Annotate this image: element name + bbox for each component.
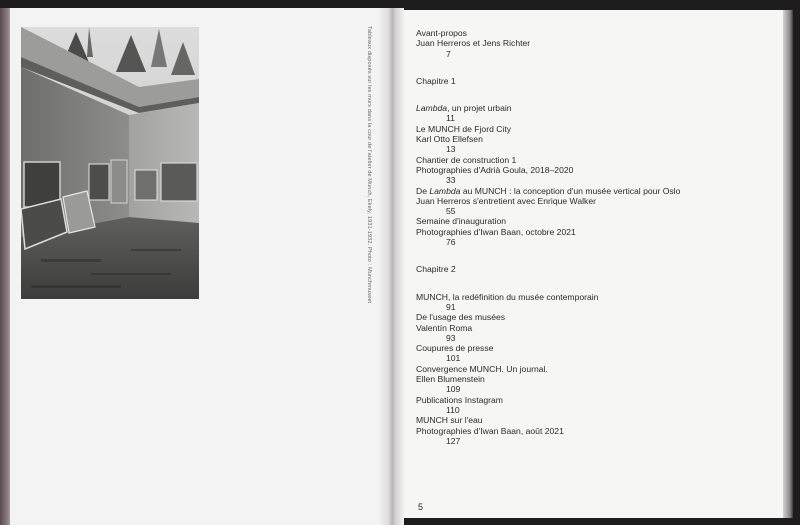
toc-title: Coupures de presse [416, 343, 494, 354]
toc-title: Avant-propos [416, 28, 467, 38]
chapter-heading: Chapitre 1 [416, 75, 456, 86]
toc-title: MUNCH, la redéfinition du musée contemporain [416, 291, 599, 302]
book-edge-right [783, 10, 793, 518]
toc-page-number: 55 [446, 206, 456, 217]
toc-title-pre: De [416, 185, 430, 196]
toc-title [416, 186, 680, 196]
toc-title: Semaine d'inauguration [416, 216, 507, 227]
toc-page-number: 13 [446, 144, 456, 155]
toc-title: MUNCH sur l'eau [416, 415, 483, 426]
toc-page-number: 33 [446, 175, 456, 186]
chapter-heading: Chapitre 2 [416, 264, 456, 275]
toc-title: De l'usage des musées [416, 312, 506, 323]
toc-page-number: 127 [446, 435, 461, 446]
toc-author: Photographies d'Iwan Baan, août 2021 [416, 425, 564, 436]
toc-page-number: 91 [446, 301, 456, 312]
gallery-photo-image [21, 27, 199, 299]
toc-title: Le MUNCH de Fjord City [416, 123, 512, 134]
gallery-photo [21, 27, 199, 299]
toc-author: Karl Otto Ellefsen [416, 134, 483, 145]
toc-page-number: 11 [446, 113, 455, 124]
book-gutter [378, 8, 404, 525]
toc-page-number: 93 [446, 332, 456, 343]
toc-title: Convergence MUNCH. Un journal. [416, 363, 548, 374]
toc-page-number: 110 [446, 404, 460, 415]
toc-title-rest: , un projet urbain [447, 103, 512, 114]
toc-author: Photographies d'Iwan Baan, octobre 2021 [416, 226, 576, 237]
toc-page-number: 109 [446, 384, 461, 395]
photo-caption: Tableaux disposés sur les murs dans la cour de l'atelier de Munch, Ekely, 1931-1932. Photo : Munchmuseet [366, 26, 372, 304]
table-of-contents [416, 28, 680, 446]
toc-author: Juan Herreros et Jens Richter [416, 38, 531, 49]
toc-author: Juan Herreros s'entretient avec Enrique Walker [416, 195, 596, 206]
toc-title-italic: Lambda [429, 185, 461, 196]
toc-title: Publications Instagram [416, 394, 503, 405]
toc-title-italic: Lambda [416, 103, 448, 114]
toc-title-rest: au MUNCH : la conception d'un musée vertical pour Oslo [460, 185, 681, 196]
toc-page-number: 101 [446, 353, 461, 364]
toc-author: Photographies d'Adrià Goula, 2018–2020 [416, 164, 574, 175]
toc-title: Chantier de construction 1 [416, 154, 517, 165]
page-number: 5 [418, 502, 424, 512]
toc-author: Ellen Blumenstein [416, 374, 485, 385]
toc-author: Valentín Roma [416, 322, 473, 333]
toc-title [416, 103, 680, 113]
toc-page-number: 76 [446, 237, 456, 248]
toc-page-number: 7 [446, 48, 451, 59]
